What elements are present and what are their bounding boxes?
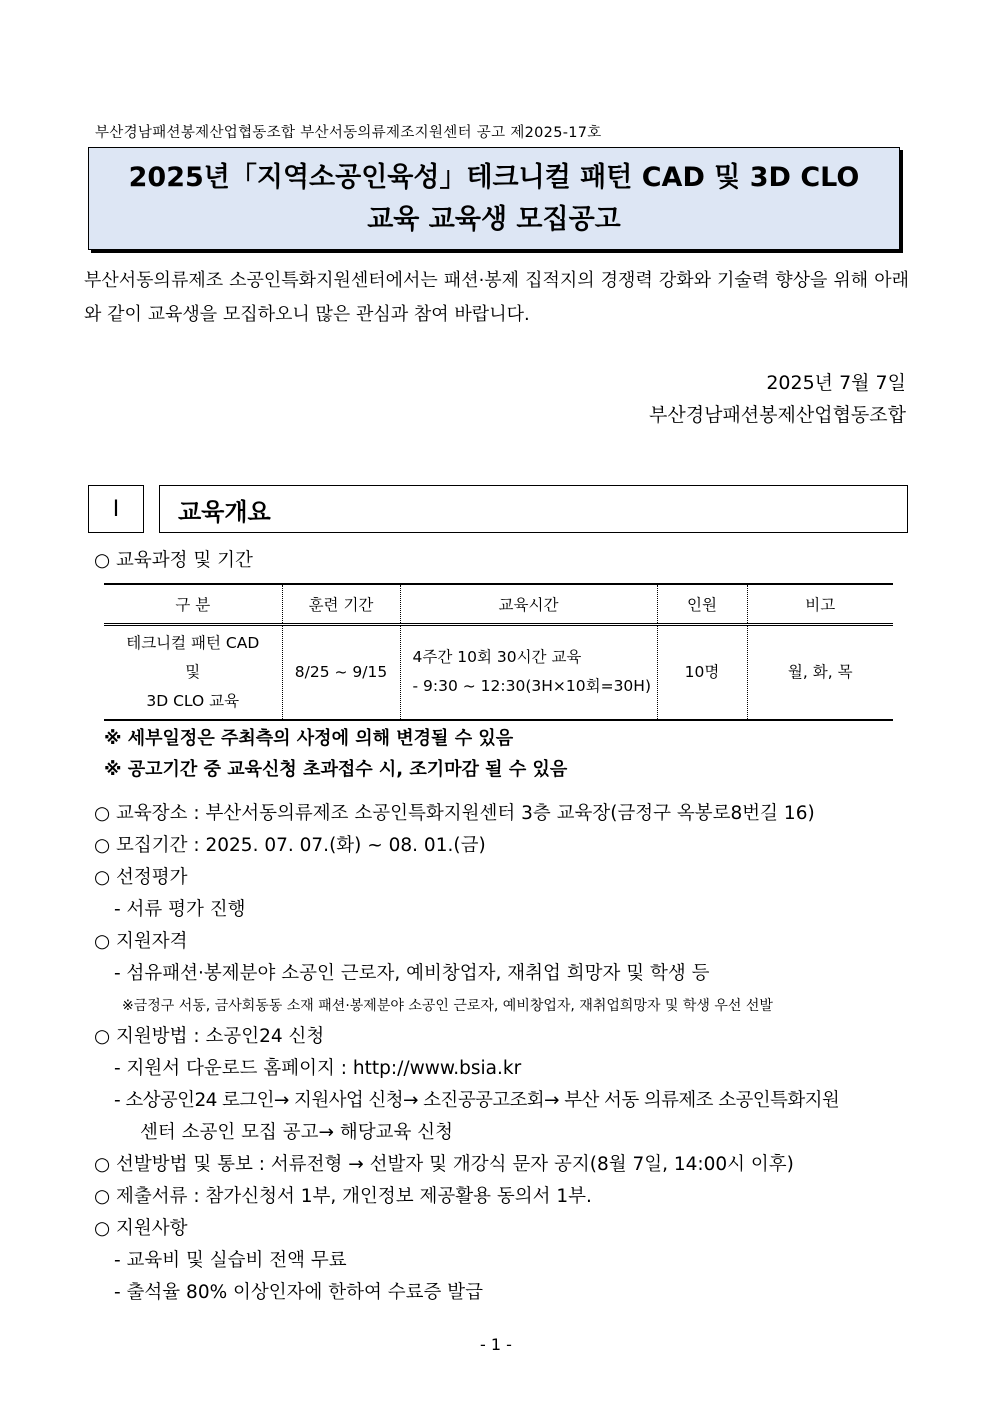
organization-name: 부산경남패션봉제산업협동조합 xyxy=(649,404,906,426)
announcement-date: 2025년 7월 7일 xyxy=(766,372,906,394)
selection-detail: - 서류 평가 진행 xyxy=(114,899,246,920)
eligibility-detail: - 섬유패션·봉제분야 소공인 근로자, 예비창업자, 재취업 희망자 및 학생 등 xyxy=(114,963,710,984)
people-cell: 10명 xyxy=(657,624,747,720)
selection-heading: ○ 선정평가 xyxy=(94,867,188,888)
support-heading: ○ 지원사항 xyxy=(94,1218,188,1239)
apply-steps-continued: 센터 소공인 모집 공고→ 해당교육 신청 xyxy=(140,1122,453,1143)
table-header-row xyxy=(104,584,893,624)
training-period-cell: 8/25 ~ 9/15 xyxy=(282,624,400,720)
title-line-2: 교육 교육생 모집공고 xyxy=(367,203,621,235)
page-number: - 1 - xyxy=(480,1335,512,1354)
table-header-cell: 인원 xyxy=(657,584,747,624)
download-homepage: - 지원서 다운로드 홈페이지 : http://www.bsia.kr xyxy=(114,1058,522,1079)
required-documents: ○ 제출서류 : 참가신청서 1부, 개인정보 제공활용 동의서 1부. xyxy=(94,1186,592,1207)
support-certificate: - 출석율 80% 이상인자에 한하여 수료증 발급 xyxy=(114,1282,484,1303)
eligibility-priority-note: ※금정구 서동, 금사회동동 소재 패션·봉제분야 소공인 근로자, 예비창업자, 재취업희망자 및 학생 우선 선발 xyxy=(122,998,773,1014)
training-time-line: 4주간 10회 30시간 교육 xyxy=(412,648,582,667)
training-time-line: - 9:30 ~ 12:30(3H×10회=30H) xyxy=(412,677,651,696)
apply-steps: - 소상공인24 로그인→ 지원사업 신청→ 소진공공고조회→ 부산 서동 의류제조 소공인특화지원 xyxy=(114,1090,840,1111)
intro-paragraph: 부산서동의류제조 소공인특화지원센터에서는 패션·봉제 집적지의 경쟁력 강화와 기술력 향상을 위해 아래와 같이 교육생을 모집하오니 많은 관심과 참여 바랍니다. xyxy=(84,270,909,325)
course-name-cell xyxy=(104,624,282,720)
table-header-cell: 훈련 기간 xyxy=(282,584,400,624)
course-name-line: 테크니컬 패턴 CAD xyxy=(126,633,260,652)
early-close-note: ※ 공고기간 중 교육신청 초과접수 시, 조기마감 될 수 있음 xyxy=(104,759,568,780)
training-time-cell xyxy=(400,624,657,720)
education-place: ○ 교육장소 : 부산서동의류제조 소공인특화지원센터 3층 교육장(금정구 옥봉로8번길 16) xyxy=(94,803,815,824)
table-row xyxy=(104,624,893,720)
table-header-cell: 교육시간 xyxy=(400,584,657,624)
course-table xyxy=(104,583,893,721)
recruit-period: ○ 모집기간 : 2025. 07. 07.(화) ~ 08. 01.(금) xyxy=(94,835,486,856)
apply-method-heading: ○ 지원방법 : 소공인24 신청 xyxy=(94,1026,325,1047)
section-title: 교육개요 xyxy=(159,485,908,533)
schedule-note: ※ 세부일정은 주최측의 사정에 의해 변경될 수 있음 xyxy=(104,728,514,749)
selection-notice: ○ 선발방법 및 통보 : 서류전형 → 선발자 및 개강식 문자 공지(8월 7일, 14:00시 이후) xyxy=(94,1154,794,1175)
table-header-cell: 구 분 xyxy=(104,584,282,624)
table-header-cell: 비고 xyxy=(747,584,893,624)
title-box xyxy=(88,147,900,250)
course-heading: ○ 교육과정 및 기간 xyxy=(94,550,253,571)
announcement-reference: 부산경남패션봉제산업협동조합 부산서동의류제조지원센터 공고 제2025-17호 xyxy=(95,125,602,141)
eligibility-heading: ○ 지원자격 xyxy=(94,931,188,952)
title-line-1: 2025년「지역소공인육성」테크니컬 패턴 CAD 및 3D CLO xyxy=(128,161,860,193)
course-name-line: 및 xyxy=(185,662,201,681)
support-free-cost: - 교육비 및 실습비 전액 무료 xyxy=(114,1250,347,1271)
section-number: Ⅰ xyxy=(88,485,144,533)
course-name-line: 3D CLO 교육 xyxy=(146,691,240,710)
remarks-cell: 월, 화, 목 xyxy=(747,624,893,720)
